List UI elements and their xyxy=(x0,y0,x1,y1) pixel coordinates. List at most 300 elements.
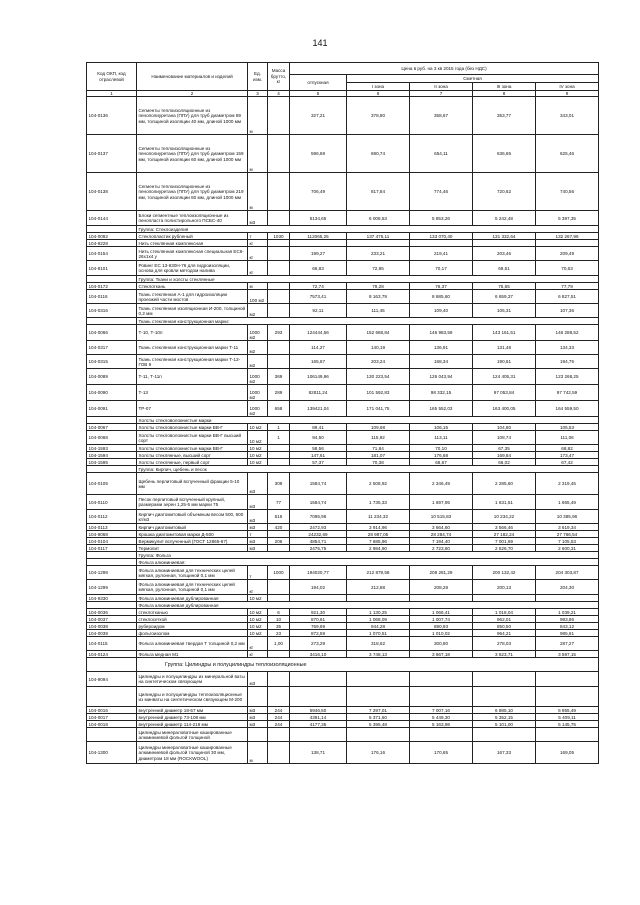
cell-unit: т xyxy=(248,531,268,538)
cell-unit: кг xyxy=(248,247,268,261)
cell-price-zone-4: 105,53 xyxy=(536,424,599,431)
cell-price-zone-3: 636,65 xyxy=(473,135,536,173)
group-row xyxy=(87,318,599,325)
cell-name: Нить стеклянная комплексная xyxy=(137,240,248,247)
cell-name: Блоки сегментные теплоизоляционные из пенопласта полистирольного ПСБС-40 xyxy=(137,211,248,226)
cell-price-zone-4: 625,46 xyxy=(536,135,599,173)
cell-name: Крошка диатомитовая марки Д-500 xyxy=(137,531,248,538)
table-row xyxy=(87,495,599,510)
cell-price-release: 138,71 xyxy=(290,742,347,764)
cell-name: Т-13 xyxy=(137,385,248,401)
cell-mass xyxy=(268,135,290,173)
cell-unit: 10 м2 xyxy=(248,616,268,623)
cell-price-zone-3: 962,01 xyxy=(473,616,536,623)
table-row xyxy=(87,616,599,623)
cell-name: Фольга медная М1 xyxy=(137,651,248,658)
cell-price-zone-1: 11 234,32 xyxy=(347,510,410,524)
cell-price-zone-4 xyxy=(536,728,599,742)
cell-price-zone-2: 28 284,74 xyxy=(410,531,473,538)
cell-price-zone-1: 318,62 xyxy=(347,637,410,651)
cell-mass xyxy=(268,672,290,687)
cell-code: 104-0144 xyxy=(87,211,137,226)
cell-price-zone-1: 70,38 xyxy=(347,459,410,466)
cell-price-zone-2: 113,11 xyxy=(410,431,473,445)
cell-price-zone-3: 5 101,00 xyxy=(473,721,536,728)
group-title: Ткань стеклянная конструкционная марки: xyxy=(137,318,599,325)
cell-price-zone-4: 209,49 xyxy=(536,247,599,261)
cell-price-zone-2: 358,67 xyxy=(410,97,473,135)
cell-price-zone-3 xyxy=(473,687,536,707)
cell-unit: 10 м2 xyxy=(248,630,268,637)
cell-price-zone-1: 79,28 xyxy=(347,283,410,290)
cell-unit xyxy=(248,687,268,707)
header-mass: Масса брутто, кг xyxy=(268,63,290,91)
cell-price-zone-3: 7 001,69 xyxy=(473,538,536,545)
cell-price-zone-4: 843,12 xyxy=(536,623,599,630)
cell-mass: 244 xyxy=(268,721,290,728)
cell-price-zone-2: 7 194,40 xyxy=(410,538,473,545)
cell-price-zone-3 xyxy=(473,240,536,247)
table-row xyxy=(87,510,599,524)
table-row xyxy=(87,385,599,401)
cell-price-zone-1: 71,84 xyxy=(347,445,410,452)
cell-code: 104-0137 xyxy=(87,135,137,173)
cell-price-zone-1: 817,84 xyxy=(347,173,410,211)
cell-price-zone-3: 964,21 xyxy=(473,630,536,637)
cell-price-release xyxy=(290,240,347,247)
cell-price-release: 72,74 xyxy=(290,283,347,290)
cell-unit: 1000 м2 xyxy=(248,325,268,341)
cell-price-zone-4 xyxy=(536,595,599,602)
cell-price-zone-1: 378,80 xyxy=(347,97,410,135)
price-table xyxy=(86,62,599,764)
cell-code: 104-0066 xyxy=(87,325,137,341)
cell-price-zone-4: 111,06 xyxy=(536,431,599,445)
cell-price-release: 124444,56 xyxy=(290,325,347,341)
cell-unit: кг xyxy=(248,261,268,276)
cell-price-zone-2: 1 066,41 xyxy=(410,609,473,616)
cell-price-zone-4: 123 268,25 xyxy=(536,369,599,385)
cell-price-zone-2: 7 007,16 xyxy=(410,707,473,714)
cell-code: 104-1299 xyxy=(87,580,137,595)
cell-price-zone-3: 6 659,37 xyxy=(473,290,536,304)
cell-price-zone-2: 98 332,15 xyxy=(410,385,473,401)
cell-name: Вермикулит вспученный (ГОСТ 12865-67) xyxy=(137,538,248,545)
cell-price-zone-4: 27 766,54 xyxy=(536,531,599,538)
cell-price-zone-2: 208 281,29 xyxy=(410,566,473,580)
cell-mass: 10 xyxy=(268,616,290,623)
cell-price-zone-4: 169,05 xyxy=(536,742,599,764)
cell-price-zone-4: 134,33 xyxy=(536,341,599,355)
cell-mass xyxy=(268,261,290,276)
cell-price-zone-3: 1 018,04 xyxy=(473,609,536,616)
header-zone-2: II зона xyxy=(410,83,473,91)
header-estimate: Сметная xyxy=(347,75,599,83)
cell-price-zone-4: 164 559,50 xyxy=(536,401,599,417)
cell-price-zone-3: 67,35 xyxy=(473,445,536,452)
cell-mass: 1 xyxy=(268,431,290,445)
cell-price-zone-1: 6 008,53 xyxy=(347,211,410,226)
cell-price-release xyxy=(290,672,347,687)
cell-price-zone-1: 152 668,84 xyxy=(347,325,410,341)
cell-price-zone-1: 28 987,05 xyxy=(347,531,410,538)
cell-price-zone-1: 1 070,51 xyxy=(347,630,410,637)
cell-name: Фольга алюминиевая для технических целей мягкая, рулонная, толщиной 0,1 мм xyxy=(137,566,248,580)
cell-unit xyxy=(248,728,268,742)
table-row xyxy=(87,211,599,226)
cell-name: Ткань стеклянная конструкционная марки Т-11 xyxy=(137,341,248,355)
cell-code xyxy=(87,687,137,707)
table-row xyxy=(87,580,599,595)
cell-price-release: 5946,50 xyxy=(290,707,347,714)
cell-price-zone-1: 3 914,96 xyxy=(347,524,410,531)
cell-code: 104-0036 xyxy=(87,609,137,616)
group-title: Холсты стекловолокнистые марки xyxy=(137,417,599,424)
group-title: Фольга алюминиевая дублированная xyxy=(137,602,599,609)
cell-price-zone-4: 146 288,52 xyxy=(536,325,599,341)
cell-unit: м3 xyxy=(248,473,268,495)
cell-price-zone-4: 6 827,51 xyxy=(536,290,599,304)
cell-price-zone-2: 5 163,98 xyxy=(410,721,473,728)
cell-name: ТР-07 xyxy=(137,401,248,417)
cell-name: Т-11, Т-11п xyxy=(137,369,248,385)
cell-price-zone-3: 131 332,64 xyxy=(473,233,536,240)
cell-mass xyxy=(268,173,290,211)
cell-mass xyxy=(268,290,290,304)
cell-price-zone-1: 1 068,09 xyxy=(347,616,410,623)
cell-price-release: 921,30 xyxy=(290,609,347,616)
cell-price-release: 82811,24 xyxy=(290,385,347,401)
cell-mass xyxy=(268,531,290,538)
cell-name: Щебень перлитовый вспученный фракции 5-10 мм xyxy=(137,473,248,495)
cell-price-zone-1: 3 748,13 xyxy=(347,651,410,658)
cell-price-release: 2475,75 xyxy=(290,545,347,552)
cell-unit: 10 м2 xyxy=(248,595,268,602)
table-row xyxy=(87,341,599,355)
cell-name: Песок перлитовый вспученный крупный, размерами зерен 1,25-5 мм марки 75 xyxy=(137,495,248,510)
table-row xyxy=(87,97,599,135)
cell-code: 104-1298 xyxy=(87,566,137,580)
cell-price-zone-1: 7 297,01 xyxy=(347,707,410,714)
cell-code: 104-0091 xyxy=(87,401,137,417)
cell-price-release: 194020,77 xyxy=(290,566,347,580)
cell-unit: м3 xyxy=(248,545,268,552)
group-row xyxy=(87,276,599,283)
cell-price-zone-2: 2 346,49 xyxy=(410,473,473,495)
cell-code: 104-0037 xyxy=(87,616,137,623)
cell-unit: м xyxy=(248,283,268,290)
cell-name: Холсты стекловолокнистые марки ВВ-Г высший сорт xyxy=(137,431,248,445)
cell-code: 104-0316 xyxy=(87,304,137,318)
cell-price-release: 769,69 xyxy=(290,623,347,630)
cell-code xyxy=(87,602,137,609)
cell-name: Цилиндры и полуцилиндры из минеральной ваты на синтетическом связующем xyxy=(137,672,248,687)
cell-price-zone-4: 1 039,21 xyxy=(536,609,599,616)
cell-price-zone-4: 343,01 xyxy=(536,97,599,135)
cell-mass: 1030 xyxy=(268,233,290,240)
cell-name: Т-10, Т-10п xyxy=(137,325,248,341)
cell-mass xyxy=(268,211,290,226)
cell-price-zone-3: 3 566,46 xyxy=(473,524,536,531)
cell-price-zone-2: 3 667,18 xyxy=(410,651,473,658)
cell-price-zone-4: 287,27 xyxy=(536,637,599,651)
cell-code xyxy=(87,728,137,742)
cell-name: Цилиндры минераловатные кашированные алюминиевой фольгой толщиной xyxy=(137,728,248,742)
cell-mass: 206 xyxy=(268,538,290,545)
table-row xyxy=(87,623,599,630)
cell-price-zone-3: 97 053,84 xyxy=(473,385,536,401)
cell-code: 104-0068 xyxy=(87,431,137,445)
cell-price-zone-1: 203,24 xyxy=(347,355,410,369)
cell-mass: 420 xyxy=(268,524,290,531)
cell-price-zone-3: 104,80 xyxy=(473,424,536,431)
cell-price-zone-2: 146 983,59 xyxy=(410,325,473,341)
cell-price-zone-2: 5 449,30 xyxy=(410,714,473,721)
header-zone-1: I зона xyxy=(347,83,410,91)
cell-price-zone-2: 136,91 xyxy=(410,341,473,355)
cell-mass: 658 xyxy=(268,401,290,417)
cell-price-release: 5134,65 xyxy=(290,211,347,226)
table-row xyxy=(87,401,599,417)
cell-price-zone-3: 27 182,24 xyxy=(473,531,536,538)
cell-price-zone-1 xyxy=(347,728,410,742)
cell-mass xyxy=(268,445,290,452)
cell-price-zone-2: 2 723,60 xyxy=(410,545,473,552)
cell-price-zone-4: 985,61 xyxy=(536,630,599,637)
group-row xyxy=(87,466,599,473)
cell-price-zone-3: 5 242,48 xyxy=(473,211,536,226)
cell-price-zone-2: 8 685,60 xyxy=(410,290,473,304)
cell-price-zone-4: 10 385,96 xyxy=(536,510,599,524)
cell-price-zone-1: 181,07 xyxy=(347,452,410,459)
cell-price-release: 3416,10 xyxy=(290,651,347,658)
cell-price-release: 1584,74 xyxy=(290,495,347,510)
cell-code: 104-0105 xyxy=(87,473,137,495)
cell-price-release: 4854,71 xyxy=(290,538,347,545)
table-row xyxy=(87,545,599,552)
col-num: 1 xyxy=(87,91,137,97)
table-row xyxy=(87,566,599,580)
group-title: Группа: Кирпич, щебень и песок xyxy=(137,466,599,473)
table-row xyxy=(87,728,599,742)
table-row xyxy=(87,707,599,714)
cell-unit: 10 м2 xyxy=(248,609,268,616)
cell-unit: кг xyxy=(248,651,268,658)
cell-price-zone-2: 176,68 xyxy=(410,452,473,459)
cell-price-zone-4: 77,79 xyxy=(536,283,599,290)
table-row xyxy=(87,524,599,531)
cell-price-release: 57,37 xyxy=(290,459,347,466)
cell-price-zone-2: 70,17 xyxy=(410,261,473,276)
table-row xyxy=(87,247,599,261)
cell-price-zone-2: 300,80 xyxy=(410,637,473,651)
cell-price-zone-2: 208,28 xyxy=(410,580,473,595)
table-row xyxy=(87,283,599,290)
cell-price-zone-2: 165 552,03 xyxy=(410,401,473,417)
group-title: Фольга алюминиевая: xyxy=(137,559,599,566)
cell-price-zone-2: 219,41 xyxy=(410,247,473,261)
cell-code xyxy=(87,417,137,424)
cell-code: 104-0018 xyxy=(87,721,137,728)
cell-price-zone-4: 740,56 xyxy=(536,173,599,211)
cell-code: 104-0124 xyxy=(87,651,137,658)
cell-code xyxy=(87,559,137,566)
cell-price-release: 4391,14 xyxy=(290,714,347,721)
cell-price-zone-1 xyxy=(347,240,410,247)
cell-name: Холсты стеклянные, высший сорт xyxy=(137,452,248,459)
cell-price-zone-3: 163 400,05 xyxy=(473,401,536,417)
cell-price-zone-4: 97 742,59 xyxy=(536,385,599,401)
table-row xyxy=(87,261,599,276)
cell-unit: м2 xyxy=(248,341,268,355)
table-row xyxy=(87,538,599,545)
cell-price-zone-3: 2 285,60 xyxy=(473,473,536,495)
cell-name: Ровинг ЕС 13-630Н-76 для гидроизоляции, основа для кровли методом налива xyxy=(137,261,248,276)
cell-code: 104-0038 xyxy=(87,623,137,630)
cell-mass xyxy=(268,452,290,459)
cell-price-release: 4177,35 xyxy=(290,721,347,728)
cell-price-zone-4: 7 105,53 xyxy=(536,538,599,545)
cell-price-release: 273,29 xyxy=(290,637,347,651)
cell-price-zone-2: 3 664,60 xyxy=(410,524,473,531)
cell-name: Ткань стеклянная А-1 для гидроизоляции проезжей части мостов xyxy=(137,290,248,304)
cell-unit: м3 xyxy=(248,510,268,524)
cell-code: 104-8101 xyxy=(87,261,137,276)
cell-mass xyxy=(268,97,290,135)
header-release: отпускная xyxy=(290,75,347,91)
group-title: Группа: Цилиндры и полуцилиндры теплоизоляционные xyxy=(137,658,599,672)
table-row xyxy=(87,431,599,445)
table-row xyxy=(87,595,599,602)
cell-unit: т xyxy=(248,233,268,240)
cell-price-release: 58,56 xyxy=(290,445,347,452)
cell-code: 104-0138 xyxy=(87,173,137,211)
group-row xyxy=(87,417,599,424)
cell-name: Фольга алюминиевая твердая Т толщиной 0,2 мм xyxy=(137,637,248,651)
table-row xyxy=(87,240,599,247)
group-row xyxy=(87,552,599,559)
cell-code xyxy=(87,466,137,473)
cell-price-zone-3 xyxy=(473,728,536,742)
cell-price-release: 194,02 xyxy=(290,580,347,595)
table-row xyxy=(87,714,599,721)
cell-code: 104-0113 xyxy=(87,524,137,531)
table-row xyxy=(87,672,599,687)
cell-price-zone-3: 167,33 xyxy=(473,742,536,764)
cell-name: Сегменты теплоизоляционные из пенополиуретана (ППУ) для труб диаметром 219 мм, толщиной изоляции 60 мм, длиной 1000 мм xyxy=(137,173,248,211)
cell-mass: 35 xyxy=(268,623,290,630)
cell-mass xyxy=(268,247,290,261)
col-num: 3 xyxy=(248,91,268,97)
cell-price-zone-3 xyxy=(473,595,536,602)
cell-mass xyxy=(268,545,290,552)
cell-name: внутренний диаметр 18-57 мм xyxy=(137,707,248,714)
cell-price-zone-1: 2 984,90 xyxy=(347,545,410,552)
table-body xyxy=(87,97,599,764)
cell-mass xyxy=(268,687,290,707)
cell-price-zone-2: 133 070,40 xyxy=(410,233,473,240)
cell-name: Цилиндры минераловатные кашированные алюминиевой фольгой толщиной 30 мм, диаметром 18 мм (ROCKWOOL) xyxy=(137,742,248,764)
cell-code xyxy=(87,658,137,672)
cell-price-zone-4: 70,63 xyxy=(536,261,599,276)
cell-unit: кг xyxy=(248,580,268,595)
cell-price-zone-3: 3 523,71 xyxy=(473,651,536,658)
cell-unit: 10 м2 xyxy=(248,431,268,445)
cell-unit: м3 xyxy=(248,707,268,714)
cell-price-zone-4: 107,36 xyxy=(536,304,599,318)
table-row xyxy=(87,630,599,637)
cell-price-zone-2: 68,67 xyxy=(410,459,473,466)
cell-name: Нить стеклянная комплексная специальная ЕС6-26х1х4 у xyxy=(137,247,248,261)
cell-price-zone-3: 278,03 xyxy=(473,637,536,651)
cell-unit: м3 xyxy=(248,211,268,226)
cell-unit: 10 м2 xyxy=(248,459,268,466)
cell-price-zone-4: 3 597,15 xyxy=(536,651,599,658)
cell-mass: 309 xyxy=(268,473,290,495)
header-unit: Ед. изм. xyxy=(248,63,268,91)
cell-mass: 293 xyxy=(268,325,290,341)
cell-price-zone-3: 5 352,15 xyxy=(473,714,536,721)
cell-price-zone-2: 170,65 xyxy=(410,742,473,764)
cell-unit: т xyxy=(248,566,268,580)
cell-code xyxy=(87,226,137,233)
cell-price-zone-1: 101 592,83 xyxy=(347,385,410,401)
cell-price-zone-3: 200 132,42 xyxy=(473,566,536,580)
cell-code: 104-0112 xyxy=(87,510,137,524)
cell-price-zone-3: 69,51 xyxy=(473,261,536,276)
cell-mass: 289 xyxy=(268,385,290,401)
cell-name: Сегменты теплоизоляционные из пенополиуретана (ППУ) для труб диаметром 159 мм, толщиной изоляции 60 мм, длиной 1000 мм xyxy=(137,135,248,173)
group-row xyxy=(87,559,599,566)
cell-code: 104-0039 xyxy=(87,630,137,637)
cell-price-zone-1 xyxy=(347,687,410,707)
cell-code: 104-0136 xyxy=(87,97,137,135)
cell-code: 104-0016 xyxy=(87,707,137,714)
cell-name: Холсты стеклянные, первый сорт xyxy=(137,459,248,466)
cell-code: 104-0110 xyxy=(87,495,137,510)
cell-price-zone-1: 212,88 xyxy=(347,580,410,595)
cell-unit: 10 м2 xyxy=(248,445,268,452)
cell-price-release: 2472,93 xyxy=(290,524,347,531)
cell-code: 104-0116 xyxy=(87,290,137,304)
cell-name: стеклосеткой xyxy=(137,616,248,623)
cell-unit: м xyxy=(248,135,268,173)
cell-price-zone-4: 2 600,31 xyxy=(536,545,599,552)
cell-price-zone-2: 70,10 xyxy=(410,445,473,452)
cell-unit: 10 м2 xyxy=(248,623,268,630)
cell-price-release: 872,59 xyxy=(290,630,347,637)
cell-mass: 244 xyxy=(268,714,290,721)
cell-code: 104-0090 xyxy=(87,385,137,401)
cell-price-zone-1: 5 371,60 xyxy=(347,714,410,721)
cell-price-zone-3: 131,48 xyxy=(473,341,536,355)
cell-mass: 6 xyxy=(268,609,290,616)
cell-name: Сегменты теплоизоляционные из пенополиуретана (ППУ) для труб диаметром 89 мм, толщиной изоляции 40 мм, длиной 1000 мм xyxy=(137,97,248,135)
cell-mass: 23 xyxy=(268,630,290,637)
group-row xyxy=(87,226,599,233)
cell-price-zone-3: 203,46 xyxy=(473,247,536,261)
cell-unit: м2 xyxy=(248,355,268,369)
cell-price-zone-1: 130 223,54 xyxy=(347,369,410,385)
group-row xyxy=(87,658,599,672)
header-name: Наименование материалов и изделий xyxy=(137,63,248,91)
cell-name: Стеклоткань xyxy=(137,283,248,290)
group-title: Группа: Ткани и холсты стеклянные xyxy=(137,276,599,283)
table-row xyxy=(87,473,599,495)
cell-code xyxy=(87,276,137,283)
cell-name: внутренний диаметр 114-219 мм xyxy=(137,721,248,728)
table-row xyxy=(87,609,599,616)
